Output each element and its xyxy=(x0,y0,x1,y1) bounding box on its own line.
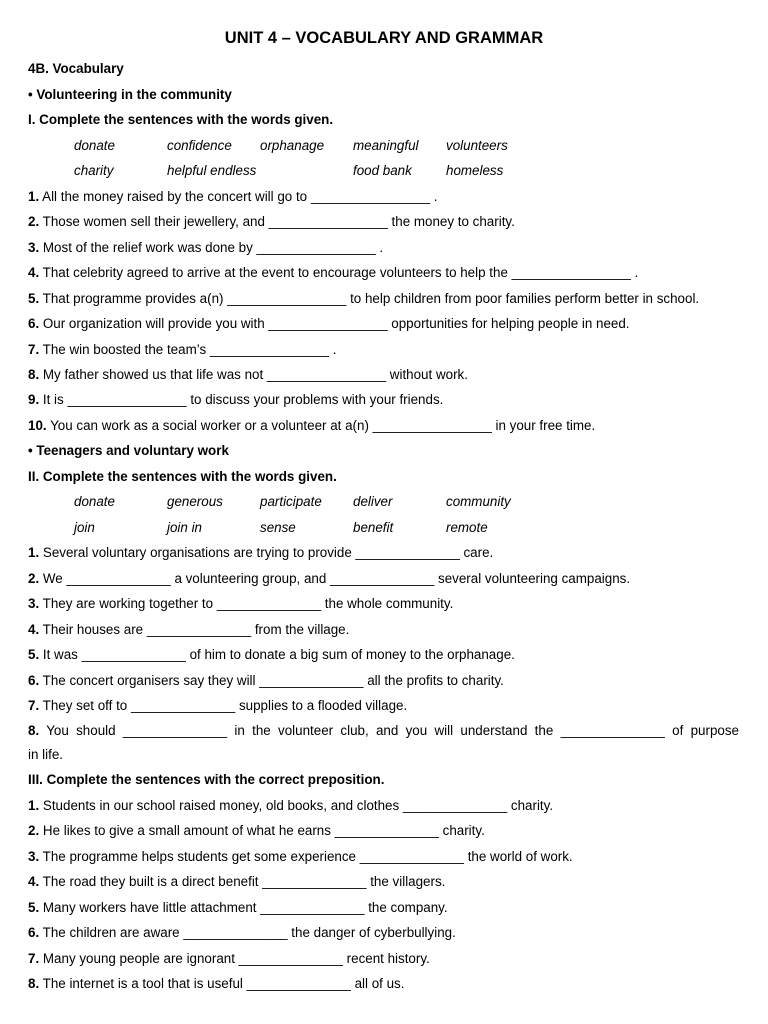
word-bank-item: helpful endless xyxy=(167,163,257,178)
item-text: The road they built is a direct benefit ______________ the villagers. xyxy=(39,874,446,889)
item-text: Many workers have little attachment ______________ the company. xyxy=(39,900,448,915)
exercise-2-item-continuation xyxy=(28,746,63,763)
item-text: They set off to ______________ supplies to a flooded village. xyxy=(39,698,408,713)
exercise-1-item xyxy=(28,264,638,281)
exercise-1-item xyxy=(28,315,630,332)
word-bank-item: donate xyxy=(74,138,115,153)
exercise-2-item xyxy=(28,570,630,587)
item-text: You should ______________ in the volunteer club, and you will understand the ______________ of purpose xyxy=(39,723,739,738)
word-bank-item: orphanage xyxy=(260,138,325,153)
item-number: 6. xyxy=(28,316,40,331)
exercise-1-item xyxy=(28,188,437,205)
word-bank-item: volunteers xyxy=(446,138,508,153)
exercise-3-heading: III. Complete the sentences with the correct preposition. xyxy=(28,772,385,787)
item-text: All the money raised by the concert will go to ________________ . xyxy=(39,189,438,204)
item-text: The internet is a tool that is useful ______________ all of us. xyxy=(39,976,405,991)
word-bank-item: remote xyxy=(446,520,488,535)
word-bank-item: participate xyxy=(260,494,322,509)
item-number: 5. xyxy=(28,647,40,662)
item-text: in life. xyxy=(28,747,63,762)
word-bank-item: meaningful xyxy=(353,138,419,153)
item-number: 8. xyxy=(28,367,40,382)
exercise-2-item xyxy=(28,672,504,689)
exercise-1-item xyxy=(28,290,699,307)
word-bank-item: charity xyxy=(74,163,114,178)
exercise-2-item xyxy=(28,544,493,561)
exercise-2-item xyxy=(28,646,515,663)
item-text: It was ______________ of him to donate a big sum of money to the orphanage. xyxy=(39,647,515,662)
exercise-2-heading: II. Complete the sentences with the words given. xyxy=(28,469,337,484)
exercise-2-item xyxy=(28,697,407,714)
item-text: Their houses are ______________ from the village. xyxy=(39,622,350,637)
item-text: Most of the relief work was done by ________________ . xyxy=(39,240,384,255)
item-text: We ______________ a volunteering group, and ______________ several volunteering campaigns. xyxy=(39,571,631,586)
item-text: Students in our school raised money, old books, and clothes ______________ charity. xyxy=(39,798,554,813)
exercise-1-item xyxy=(28,417,595,434)
item-number: 8. xyxy=(28,976,40,991)
section-heading: 4B. Vocabulary xyxy=(28,61,124,76)
word-bank-item: donate xyxy=(74,494,115,509)
exercise-1-heading: I. Complete the sentences with the words given. xyxy=(28,112,334,127)
word-bank-item: generous xyxy=(167,494,223,509)
item-number: 4. xyxy=(28,874,40,889)
item-number: 8. xyxy=(28,723,40,738)
word-bank-item: benefit xyxy=(353,520,394,535)
item-number: 3. xyxy=(28,240,40,255)
item-number: 2. xyxy=(28,823,40,838)
exercise-3-item xyxy=(28,899,448,916)
exercise-3-item xyxy=(28,873,445,890)
item-text: You can work as a social worker or a volunteer at a(n) ________________ in your free time. xyxy=(46,418,596,433)
item-number: 7. xyxy=(28,698,40,713)
word-bank-item: join xyxy=(74,520,95,535)
exercise-3-item xyxy=(28,822,485,839)
item-text: Our organization will provide you with ________________ opportunities for helping people in need. xyxy=(39,316,630,331)
item-number: 2. xyxy=(28,571,40,586)
exercise-1-item xyxy=(28,213,515,230)
item-text: It is ________________ to discuss your problems with your friends. xyxy=(39,392,444,407)
item-number: 6. xyxy=(28,673,40,688)
item-text: They are working together to ______________ the whole community. xyxy=(39,596,454,611)
topic-heading-1: • Volunteering in the community xyxy=(28,87,232,102)
item-text: That programme provides a(n) ________________ to help children from poor families perform better in school. xyxy=(39,291,700,306)
exercise-3-item xyxy=(28,975,404,992)
word-bank-item: join in xyxy=(167,520,202,535)
item-number: 5. xyxy=(28,900,40,915)
item-text: Several voluntary organisations are trying to provide ______________ care. xyxy=(39,545,494,560)
word-bank-item: confidence xyxy=(167,138,232,153)
exercise-3-item xyxy=(28,848,573,865)
item-text: The concert organisers say they will ______________ all the profits to charity. xyxy=(39,673,504,688)
exercise-1-item xyxy=(28,366,468,383)
word-bank-item: sense xyxy=(260,520,296,535)
item-text: My father showed us that life was not ________________ without work. xyxy=(39,367,468,382)
item-number: 9. xyxy=(28,392,40,407)
exercise-3-item xyxy=(28,797,553,814)
item-text: The children are aware ______________ the danger of cyberbullying. xyxy=(39,925,456,940)
item-number: 4. xyxy=(28,265,40,280)
word-bank-item: community xyxy=(446,494,511,509)
item-text: The programme helps students get some experience ______________ the world of work. xyxy=(39,849,573,864)
exercise-3-item xyxy=(28,950,430,967)
word-bank-item: deliver xyxy=(353,494,393,509)
item-text: He likes to give a small amount of what he earns ______________ charity. xyxy=(39,823,485,838)
item-number: 1. xyxy=(28,189,40,204)
word-bank-item: homeless xyxy=(446,163,504,178)
exercise-3-item xyxy=(28,924,456,941)
item-number: 5. xyxy=(28,291,40,306)
word-bank-item: food bank xyxy=(353,163,412,178)
item-text: Many young people are ignorant ______________ recent history. xyxy=(39,951,430,966)
item-number: 1. xyxy=(28,798,40,813)
item-number: 3. xyxy=(28,596,40,611)
item-number: 2. xyxy=(28,214,40,229)
item-text: That celebrity agreed to arrive at the event to encourage volunteers to help the ________________ . xyxy=(39,265,639,280)
topic-heading-2: • Teenagers and voluntary work xyxy=(28,443,229,458)
page-title: UNIT 4 – VOCABULARY AND GRAMMAR xyxy=(224,29,544,47)
exercise-1-item xyxy=(28,341,336,358)
exercise-2-item xyxy=(28,722,739,739)
item-number: 4. xyxy=(28,622,40,637)
exercise-2-item xyxy=(28,621,349,638)
item-text: Those women sell their jewellery, and ________________ the money to charity. xyxy=(39,214,515,229)
item-text: The win boosted the team’s ________________ . xyxy=(39,342,337,357)
exercise-1-item xyxy=(28,239,383,256)
item-number: 10. xyxy=(28,418,47,433)
item-number: 6. xyxy=(28,925,40,940)
item-number: 7. xyxy=(28,951,40,966)
exercise-1-item xyxy=(28,391,443,408)
item-number: 7. xyxy=(28,342,40,357)
item-number: 1. xyxy=(28,545,40,560)
exercise-2-item xyxy=(28,595,453,612)
item-number: 3. xyxy=(28,849,40,864)
